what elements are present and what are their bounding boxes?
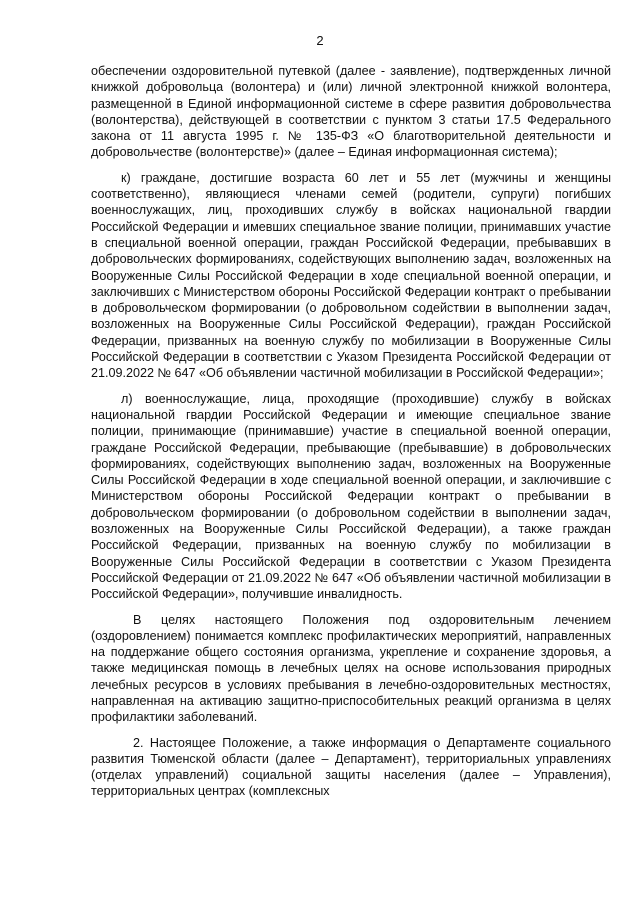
page-number: 2 <box>316 33 324 48</box>
paragraph-item-l: л) военнослужащие, лица, проходящие (проходившие) службу в войсках национальной гвардии Российской Федерации и имеющие специальное звание полиции, принимающие (принимавшие) участие в специальной военной операции, граждане Российской Федерации, пребывающие (пребывавшие) в добровольческих формированиях, содействующих выполнению задач, возложенных на Вооруженные Силы Российской Федерации в ходе специальной военной операции, и заключившие с Министерством обороны Российской Федерации контракт о пребывании в добровольческом формировании (о добровольном содействии в выполнении задач, возложенных на Вооруженные Силы Российской Федерации), а также граждан Российской Федерации, призванных на военную службу по мобилизации в Вооруженные Силы Российской Федерации в соответствии с Указом Президента Российской Федерации от 21.09.2022 № 647 «Об объявлении частичной мобилизации в Российской Федерации», получившие инвалидность. <box>91 391 611 602</box>
paragraph-item-k: к) граждане, достигшие возраста 60 лет и 55 лет (мужчины и женщины соответственно), являющиеся членами семей (родители, супруги) погибших военнослужащих, лиц, проходивших службу в войсках национальной гвардии Российской Федерации и имевших специальное звание полиции, принимавших участие в специальной военной операции, граждан Российской Федерации, пребывавших в добровольческих формированиях, содействующих выполнению задач, возложенных на Вооруженные Силы Российской Федерации в ходе специальной военной операции, и заключивших с Министерством обороны Российской Федерации контракт о пребывании в добровольческом формировании (о добровольном содействии в выполнении задач, возложенных на Вооруженные Силы Российской Федерации), граждан Российской Федерации, призванных на военную службу по мобилизации в Вооруженные Силы Российской Федерации в соответствии с Указом Президента Российской Федерации от 21.09.2022 № 647 «Об объявлении частичной мобилизации в Российской Федерации»; <box>91 170 611 381</box>
paragraph-section-2: 2. Настоящее Положение, а также информация о Департаменте социального развития Тюменской области (далее – Департамент), территориальных управлениях (отделах управлений) социальной защиты населения (далее – Управления), территориальных центрах (комплексных <box>91 735 611 799</box>
paragraph-continuation: обеспечении оздоровительной путевкой (далее - заявление), подтвержденных личной книжкой добровольца (волонтера) и (или) личной электронной книжкой волонтера, размещенной в Единой информационной системе в сфере развития добровольчества (волонтерства), действующей в соответствии с пунктом 3 статьи 17.5 Федерального закона от 11 августа 1995 г. № 135-ФЗ «О благотворительной деятельности и добровольчестве (волонтерстве)» (далее – Единая информационная система); <box>91 64 611 160</box>
paragraph-definition: В целях настоящего Положения под оздоровительным лечением (оздоровлением) понимается комплекс профилактических мероприятий, направленных на поддержание общего состояния организма, укрепление и сохранение здоровья, а также медицинская помощь в лечебных целях на основе использования природных лечебных ресурсов в условиях пребывания в лечебно-оздоровительных местностях, направленная на активацию защитно-приспособительных реакций организма в целях профилактики заболеваний. <box>91 612 611 725</box>
document-body <box>91 63 611 800</box>
